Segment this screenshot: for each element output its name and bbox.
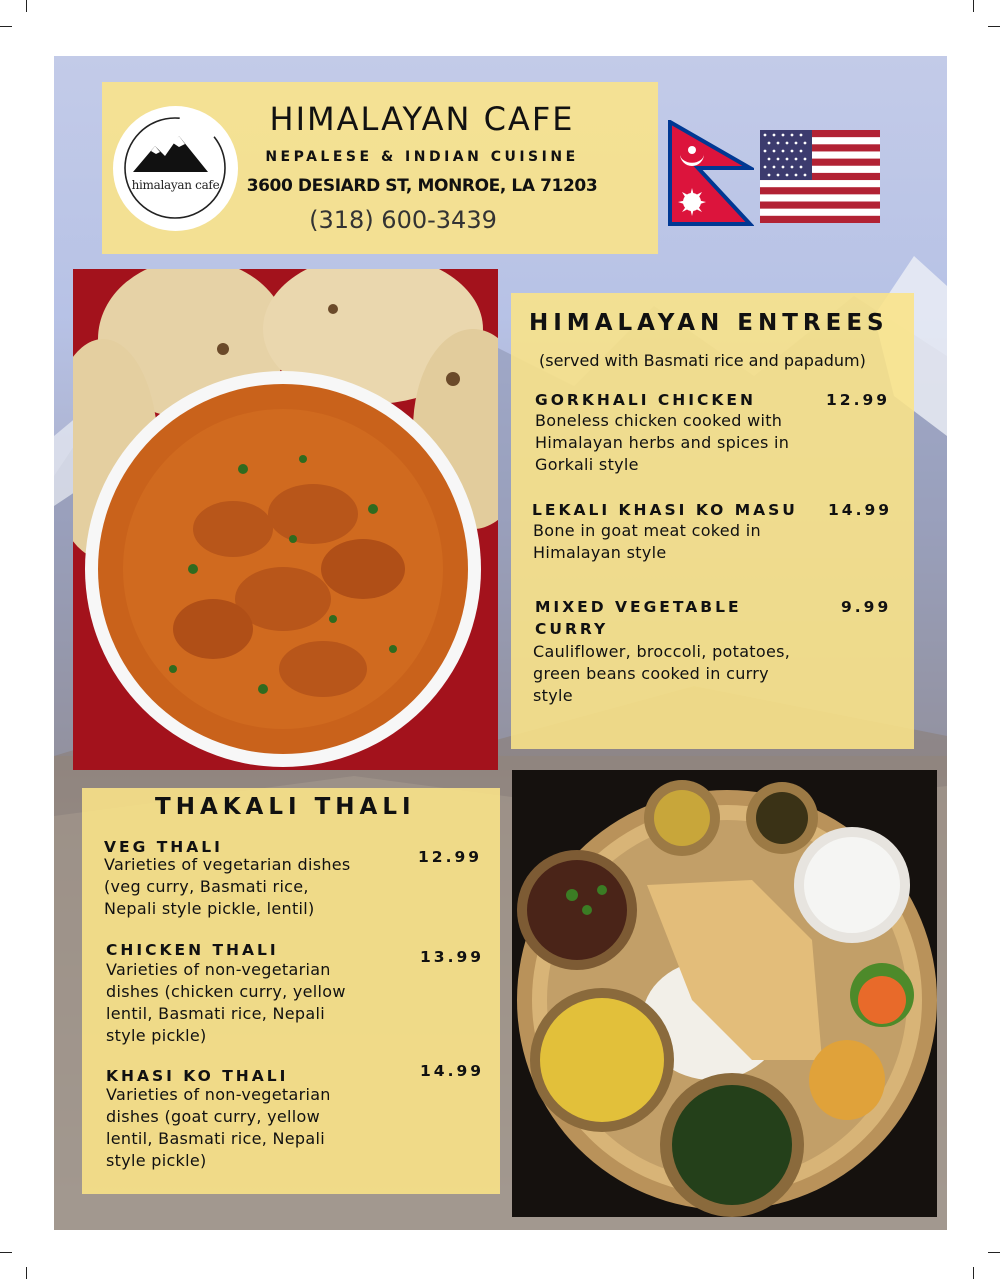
menu-item-name: CHICKEN THALI [106, 941, 279, 959]
thali-photo [512, 770, 937, 1217]
menu-item-name: KHASI KO THALI [106, 1067, 289, 1085]
crop-mark [988, 1252, 1000, 1253]
thali-title: THAKALI THALI [155, 794, 416, 820]
menu-item-price: 14.99 [420, 1062, 485, 1080]
menu-item-description: Cauliflower, broccoli, potatoes, green beans cooked in curry style [533, 642, 791, 705]
curry-image [73, 269, 498, 770]
menu-item-price: 14.99 [828, 501, 893, 519]
curry-photo [73, 269, 498, 770]
menu-item-price: 12.99 [826, 391, 891, 409]
crop-mark [26, 0, 27, 12]
entrees-note: (served with Basmati rice and papadum) [539, 351, 866, 370]
restaurant-logo [113, 106, 238, 231]
menu-item-name: GORKHALI CHICKEN [535, 391, 756, 409]
us-flag-icon [760, 130, 880, 223]
entrees-title: HIMALAYAN ENTREES [529, 310, 889, 336]
menu-item-description: Bone in goat meat coked in Himalayan style [533, 521, 761, 562]
menu-item-price: 9.99 [841, 598, 892, 616]
menu-item-name: LEKALI KHASI KO MASU [532, 501, 798, 519]
menu-item-name: VEG THALI [104, 838, 223, 856]
menu-item-description: Varieties of non-vegetarian dishes (chicken curry, yellow lentil, Basmati rice, Nepali style pickle) [106, 960, 346, 1045]
menu-item-description: Varieties of vegetarian dishes (veg curry, Basmati rice, Nepali style pickle, lentil) [104, 855, 351, 918]
crop-mark [0, 1252, 12, 1253]
restaurant-name: HIMALAYAN CAFE [269, 100, 575, 138]
menu-item-price: 12.99 [418, 848, 483, 866]
restaurant-address: 3600 DESIARD ST, MONROE, LA 71203 [246, 176, 598, 196]
crop-mark [26, 1267, 27, 1279]
thali-image [512, 770, 937, 1217]
crop-mark [0, 26, 12, 27]
crop-mark [988, 26, 1000, 27]
logo-text: himalayan cafe [131, 178, 220, 192]
menu-item-description: Boneless chicken cooked with Himalayan herbs and spices in Gorkali style [535, 411, 790, 474]
menu-item-name: MIXED VEGETABLE CURRY [535, 598, 742, 638]
menu-item-price: 13.99 [420, 948, 485, 966]
cuisine-tagline: NEPALESE & INDIAN CUISINE [265, 149, 579, 165]
crop-mark [973, 1267, 974, 1279]
crop-mark [973, 0, 974, 12]
restaurant-phone[interactable]: (318) 600-3439 [309, 206, 497, 234]
menu-item-description: Varieties of non-vegetarian dishes (goat curry, yellow lentil, Basmati rice, Nepali style pickle) [106, 1085, 331, 1170]
mountain-logo-icon [113, 106, 238, 231]
nepal-flag-icon [668, 120, 754, 226]
